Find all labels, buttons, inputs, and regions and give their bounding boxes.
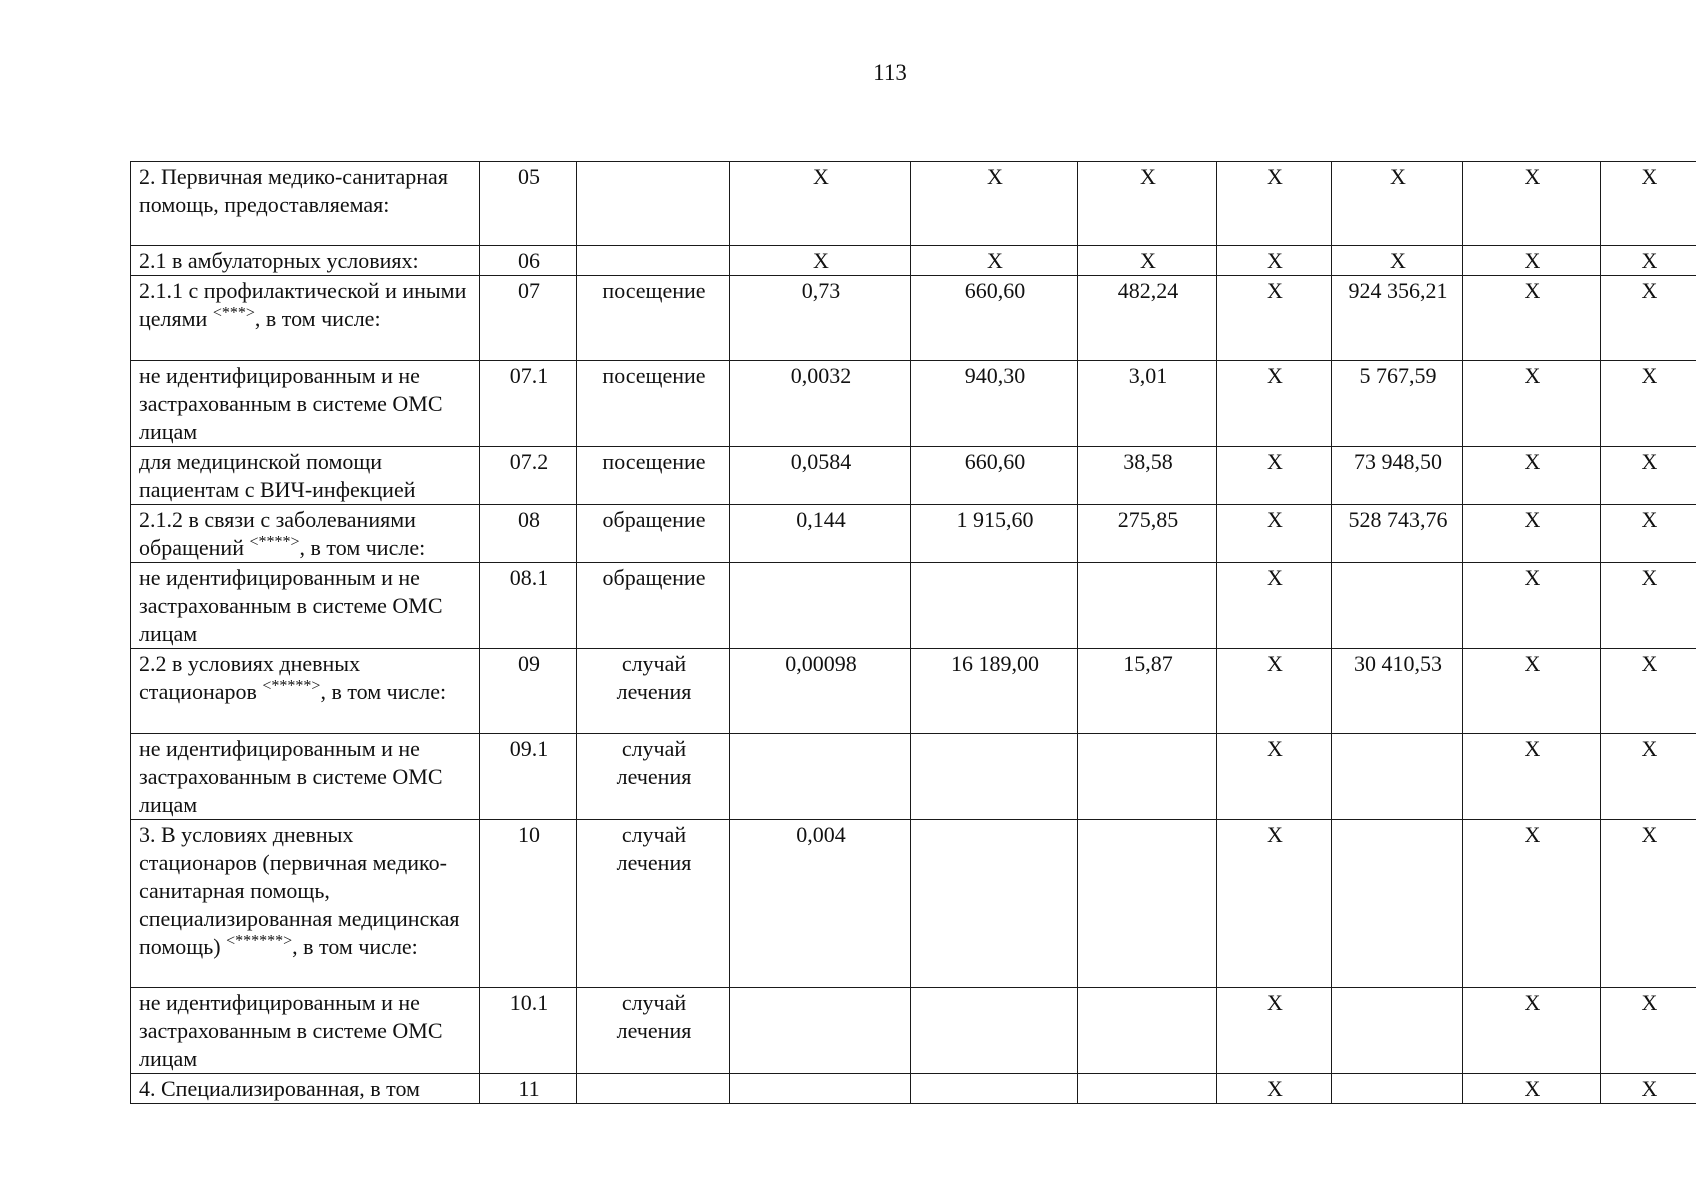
cell-col1: 0,004 (730, 820, 911, 988)
row-name-text: 2.1.1 с профилактической и иными целями (139, 278, 467, 331)
cell-col4: X (1217, 649, 1332, 734)
cell-col6: X (1463, 820, 1601, 988)
cell-col3: X (1078, 246, 1217, 276)
cell-col6: X (1463, 563, 1601, 649)
cell-col5: 30 410,53 (1332, 649, 1463, 734)
cell-col2 (911, 734, 1078, 820)
cell-col3 (1078, 988, 1217, 1074)
table-row (131, 505, 1696, 563)
cell-col6: X (1463, 447, 1601, 505)
row-name-text: не идентифицированным и не застрахованным в системе ОМС лицам (139, 736, 443, 817)
cell-col3: 482,24 (1078, 276, 1217, 361)
row-name (131, 988, 480, 1074)
cell-col1: X (730, 246, 911, 276)
cell-col1: 0,144 (730, 505, 911, 563)
row-code: 06 (480, 246, 577, 276)
cell-col7: X (1601, 988, 1696, 1074)
table-body (131, 162, 1696, 1104)
cell-col1 (730, 1074, 911, 1104)
row-name-text: 2.1 в амбулаторных условиях: (139, 248, 419, 273)
row-unit (577, 162, 730, 246)
cell-col3: 15,87 (1078, 649, 1217, 734)
page-number: 113 (873, 60, 907, 85)
cell-col7: X (1601, 276, 1696, 361)
cell-col6: X (1463, 988, 1601, 1074)
cell-col4: X (1217, 276, 1332, 361)
cell-col6: X (1463, 361, 1601, 447)
table-row (131, 246, 1696, 276)
cell-col5: X (1332, 162, 1463, 246)
row-name-tail: , в том числе: (292, 934, 418, 959)
table-row (131, 988, 1696, 1074)
row-code: 11 (480, 1074, 577, 1104)
row-code: 07.1 (480, 361, 577, 447)
row-name-tail: , в том числе: (320, 679, 447, 704)
cell-col2 (911, 820, 1078, 988)
cell-col2: 660,60 (911, 447, 1078, 505)
cell-col4: X (1217, 447, 1332, 505)
row-unit: случай лечения (577, 734, 730, 820)
row-name-text: для медицинской помощи пациентам с ВИЧ-инфекцией (139, 449, 416, 502)
cell-col3: 3,01 (1078, 361, 1217, 447)
table-row (131, 734, 1696, 820)
cell-col5: 528 743,76 (1332, 505, 1463, 563)
cell-col3 (1078, 820, 1217, 988)
cell-col3: X (1078, 162, 1217, 246)
cell-col2 (911, 988, 1078, 1074)
cell-col4: X (1217, 1074, 1332, 1104)
row-name (131, 246, 480, 276)
row-name-text: 4. Специализированная, в том (139, 1076, 420, 1101)
row-name (131, 276, 480, 361)
row-name-text: 2. Первичная медико-санитарная помощь, предоставляемая: (139, 164, 448, 217)
row-name-text: не идентифицированным и не застрахованным в системе ОМС лицам (139, 990, 443, 1071)
cell-col7: X (1601, 447, 1696, 505)
cell-col4: X (1217, 563, 1332, 649)
row-unit: обращение (577, 505, 730, 563)
cell-col6: X (1463, 276, 1601, 361)
row-unit: случай лечения (577, 988, 730, 1074)
cell-col1 (730, 734, 911, 820)
row-name-text: не идентифицированным и не застрахованным в системе ОМС лицам (139, 565, 443, 646)
row-code: 07 (480, 276, 577, 361)
cell-col6: X (1463, 649, 1601, 734)
row-name-text: 2.2 в условиях дневных стационаров (139, 651, 361, 704)
cell-col7: X (1601, 563, 1696, 649)
footnote-mark: <******> (226, 932, 293, 950)
footnote-mark: <****> (249, 533, 300, 551)
row-unit (577, 246, 730, 276)
cell-col4: X (1217, 505, 1332, 563)
cell-col4: X (1217, 162, 1332, 246)
row-name-text: не идентифицированным и не застрахованным в системе ОМС лицам (139, 363, 443, 444)
cell-col1: 0,00098 (730, 649, 911, 734)
row-unit: случай лечения (577, 820, 730, 988)
cell-col5 (1332, 1074, 1463, 1104)
cell-col1: 0,0032 (730, 361, 911, 447)
row-unit (577, 1074, 730, 1104)
cell-col7: X (1601, 649, 1696, 734)
cell-col2: 940,30 (911, 361, 1078, 447)
cell-col6: X (1463, 505, 1601, 563)
cell-col5 (1332, 820, 1463, 988)
table-row (131, 820, 1696, 988)
table-row (131, 276, 1696, 361)
row-code: 09.1 (480, 734, 577, 820)
cell-col6: X (1463, 162, 1601, 246)
row-name (131, 734, 480, 820)
cell-col2: 660,60 (911, 276, 1078, 361)
row-unit: случай лечения (577, 649, 730, 734)
cell-col5 (1332, 988, 1463, 1074)
row-name (131, 649, 480, 734)
row-code: 08 (480, 505, 577, 563)
table-row (131, 563, 1696, 649)
cell-col2: 1 915,60 (911, 505, 1078, 563)
cell-col2 (911, 563, 1078, 649)
cell-col5: 5 767,59 (1332, 361, 1463, 447)
footnote-mark: <***> (212, 304, 255, 322)
cell-col5 (1332, 563, 1463, 649)
cell-col3: 38,58 (1078, 447, 1217, 505)
cell-col3 (1078, 563, 1217, 649)
row-code: 10.1 (480, 988, 577, 1074)
row-code: 10 (480, 820, 577, 988)
row-name-text: 2.1.2 в связи с заболеваниями обращений (139, 507, 416, 560)
cell-col5: 73 948,50 (1332, 447, 1463, 505)
cell-col1: 0,73 (730, 276, 911, 361)
row-unit: посещение (577, 276, 730, 361)
table-row (131, 447, 1696, 505)
row-name (131, 820, 480, 988)
row-unit: обращение (577, 563, 730, 649)
cell-col4: X (1217, 361, 1332, 447)
cell-col4: X (1217, 734, 1332, 820)
row-name (131, 1074, 480, 1104)
row-code: 07.2 (480, 447, 577, 505)
cell-col3 (1078, 1074, 1217, 1104)
row-name (131, 563, 480, 649)
row-unit: посещение (577, 447, 730, 505)
cell-col6: X (1463, 734, 1601, 820)
cell-col7: X (1601, 820, 1696, 988)
cell-col7: X (1601, 246, 1696, 276)
cell-col4: X (1217, 820, 1332, 988)
cell-col3 (1078, 734, 1217, 820)
table-row (131, 649, 1696, 734)
cell-col7: X (1601, 162, 1696, 246)
row-name-tail: , в том числе: (254, 306, 381, 331)
cell-col5 (1332, 734, 1463, 820)
cell-col6: X (1463, 1074, 1601, 1104)
row-code: 08.1 (480, 563, 577, 649)
cell-col2: 16 189,00 (911, 649, 1078, 734)
cell-col3: 275,85 (1078, 505, 1217, 563)
row-name-tail: , в том числе: (299, 535, 426, 560)
cell-col2: X (911, 162, 1078, 246)
row-name-text: 3. В условиях дневных стационаров (первичная медико-санитарная помощь, специализированная медицинская помощь) (139, 822, 460, 959)
financing-table (130, 161, 1696, 1104)
cell-col1: X (730, 162, 911, 246)
cell-col7: X (1601, 1074, 1696, 1104)
cell-col7: X (1601, 361, 1696, 447)
cell-col5: X (1332, 246, 1463, 276)
cell-col1: 0,0584 (730, 447, 911, 505)
cell-col1 (730, 563, 911, 649)
cell-col5: 924 356,21 (1332, 276, 1463, 361)
row-name (131, 361, 480, 447)
row-unit: посещение (577, 361, 730, 447)
cell-col6: X (1463, 246, 1601, 276)
row-code: 05 (480, 162, 577, 246)
footnote-mark: <*****> (262, 677, 321, 695)
cell-col2: X (911, 246, 1078, 276)
cell-col4: X (1217, 988, 1332, 1074)
cell-col1 (730, 988, 911, 1074)
row-name (131, 162, 480, 246)
cell-col7: X (1601, 734, 1696, 820)
row-code: 09 (480, 649, 577, 734)
table-row (131, 162, 1696, 246)
cell-col4: X (1217, 246, 1332, 276)
cell-col7: X (1601, 505, 1696, 563)
row-name (131, 447, 480, 505)
table-row (131, 1074, 1696, 1104)
table-row (131, 361, 1696, 447)
row-name (131, 505, 480, 563)
cell-col2 (911, 1074, 1078, 1104)
